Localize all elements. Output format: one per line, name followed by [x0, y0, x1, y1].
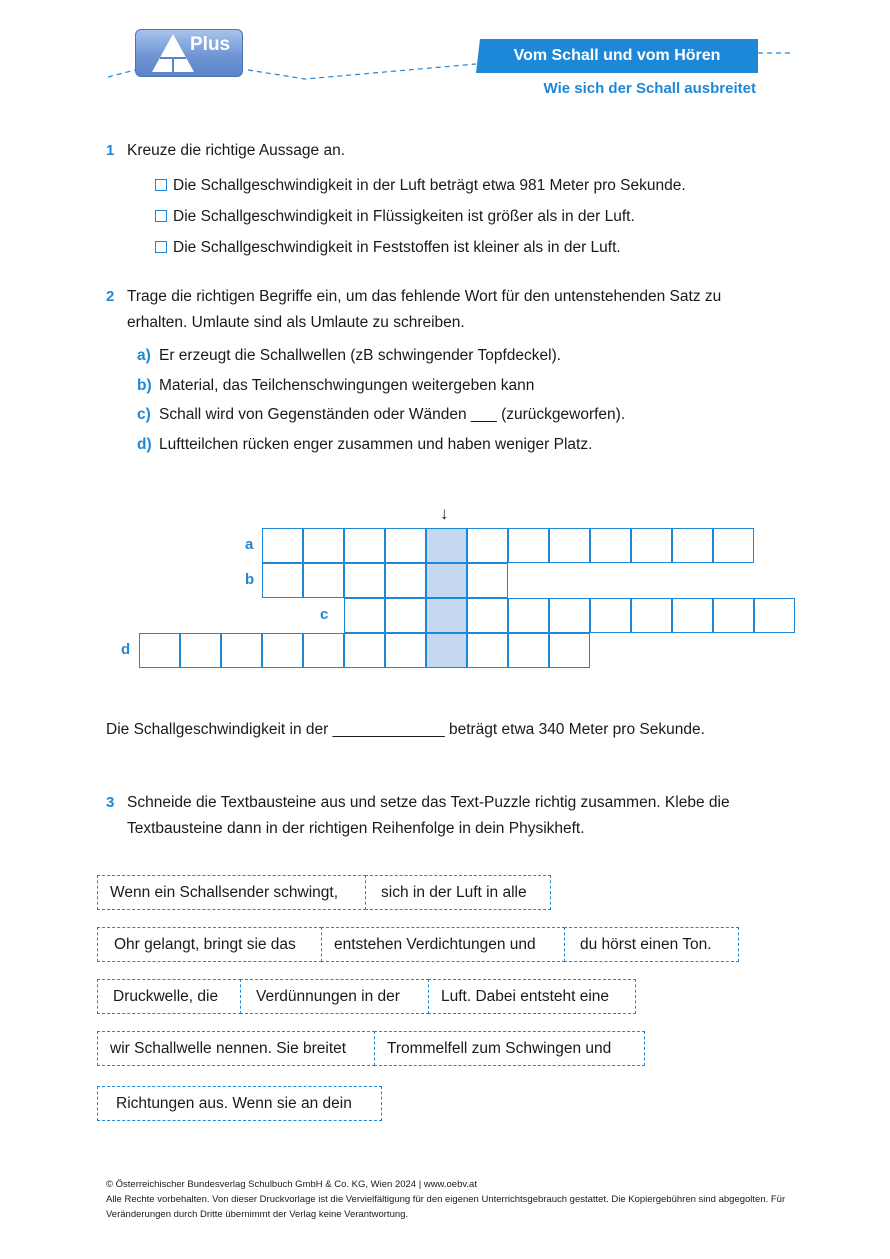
crossword-cell[interactable] [508, 528, 549, 563]
crossword-cell[interactable] [467, 563, 508, 598]
crossword-cell[interactable] [221, 633, 262, 668]
task2-instruction-line2: erhalten. Umlaute sind als Umlaute zu schreiben. [127, 314, 465, 331]
crossword-cell[interactable] [344, 598, 385, 633]
puzzle-snippet[interactable]: Verdünnungen in der [240, 979, 429, 1014]
crossword-cell[interactable] [262, 563, 303, 598]
crossword-cell[interactable] [344, 528, 385, 563]
clue-letter: a) [137, 347, 151, 364]
row-label-a: a [245, 536, 254, 553]
clue-text: Er erzeugt die Schallwellen (zB schwingender Topfdeckel). [159, 347, 562, 364]
fill-in-sentence: Die Schallgeschwindigkeit in der _____________ beträgt etwa 340 Meter pro Sekunde. [106, 721, 705, 738]
clue-letter: d) [137, 436, 152, 453]
clue-letter: c) [137, 406, 151, 423]
crossword-cell[interactable] [590, 528, 631, 563]
crossword-cell[interactable] [262, 633, 303, 668]
crossword-cell[interactable] [713, 598, 754, 633]
footer-disclaimer: Veränderungen durch Dritte übernimmt der Verlag keine Verantwortung. [106, 1209, 409, 1220]
clue-letter: b) [137, 377, 152, 394]
puzzle-snippet[interactable]: Wenn ein Schallsender schwingt, [97, 875, 366, 910]
puzzle-snippet[interactable]: Richtungen aus. Wenn sie an dein [97, 1086, 382, 1121]
crossword-cell[interactable] [385, 598, 426, 633]
option-text: Die Schallgeschwindigkeit in Flüssigkeiten ist größer als in der Luft. [173, 208, 635, 225]
puzzle-snippet[interactable]: du hörst einen Ton. [564, 927, 739, 962]
crossword-cell[interactable] [303, 563, 344, 598]
crossword-cell[interactable] [549, 633, 590, 668]
row-label-c: c [320, 606, 329, 623]
logo-text: Plus [190, 34, 231, 55]
crossword-cell[interactable] [754, 598, 795, 633]
crossword-cell[interactable] [631, 528, 672, 563]
crossword-cell[interactable] [262, 528, 303, 563]
clue-text: Schall wird von Gegenständen oder Wänden ___ (zurückgeworfen). [159, 406, 626, 423]
footer-rights: Alle Rechte vorbehalten. Von dieser Druckvorlage ist die Vervielfältigung für den eigenen Unterrichtsgebrauch gestattet. Die Kopiergebühren sind abgegolten. Für [106, 1194, 786, 1205]
puzzle-snippet[interactable]: wir Schallwelle nennen. Sie breitet [97, 1031, 375, 1066]
crossword-cell[interactable] [672, 598, 713, 633]
checkbox[interactable] [155, 179, 167, 191]
crossword-cell[interactable] [549, 598, 590, 633]
clue-text: Material, das Teilchenschwingungen weitergeben kann [159, 377, 535, 394]
row-label-b: b [245, 571, 255, 588]
crossword-cell[interactable] [385, 633, 426, 668]
footer-copyright: © Österreichischer Bundesverlag Schulbuch GmbH & Co. KG, Wien 2024 | www.oebv.at [106, 1179, 477, 1190]
task1-number: 1 [106, 142, 115, 159]
puzzle-snippet[interactable]: Trommelfell zum Schwingen und [374, 1031, 645, 1066]
task1-option[interactable] [155, 177, 686, 195]
crossword-cell[interactable] [549, 528, 590, 563]
crossword-cell[interactable] [385, 528, 426, 563]
page-title: Vom Schall und vom Hören [513, 47, 721, 64]
crossword-cell[interactable] [180, 633, 221, 668]
task1-option[interactable] [155, 239, 621, 257]
crossword-cell[interactable] [344, 563, 385, 598]
solution-cell[interactable] [426, 563, 467, 598]
task3-number: 3 [106, 794, 115, 811]
task3-instruction-line2: Textbausteine dann in der richtigen Reihenfolge in dein Physikheft. [127, 820, 585, 837]
solution-cell[interactable] [426, 528, 467, 563]
task1-option[interactable] [155, 208, 635, 226]
task2-number: 2 [106, 288, 115, 305]
page-subtitle: Wie sich der Schall ausbreitet [543, 80, 756, 97]
crossword-cell[interactable] [139, 633, 180, 668]
checkbox[interactable] [155, 210, 167, 222]
option-text: Die Schallgeschwindigkeit in der Luft beträgt etwa 981 Meter pro Sekunde. [173, 177, 686, 194]
task1-instruction: Kreuze die richtige Aussage an. [127, 142, 345, 159]
crossword-cell[interactable] [344, 633, 385, 668]
crossword-cell[interactable] [303, 633, 344, 668]
crossword-cell[interactable] [672, 528, 713, 563]
crossword-cell[interactable] [508, 598, 549, 633]
puzzle-snippet[interactable]: Ohr gelangt, bringt sie das [97, 927, 322, 962]
crossword-cell[interactable] [467, 633, 508, 668]
puzzle-snippet[interactable]: sich in der Luft in alle [365, 875, 551, 910]
crossword-cell[interactable] [508, 633, 549, 668]
crossword-cell[interactable] [467, 528, 508, 563]
crossword-cell[interactable] [713, 528, 754, 563]
crossword-cell[interactable] [385, 563, 426, 598]
checkbox[interactable] [155, 241, 167, 253]
option-text: Die Schallgeschwindigkeit in Feststoffen ist kleiner als in der Luft. [173, 239, 621, 256]
task2-instruction-line1: Trage die richtigen Begriffe ein, um das fehlende Wort für den untenstehenden Satz zu [127, 288, 722, 305]
clue-text: Luftteilchen rücken enger zusammen und haben weniger Platz. [159, 436, 593, 453]
row-label-d: d [121, 641, 131, 658]
solution-cell[interactable] [426, 633, 467, 668]
crossword-cell[interactable] [303, 528, 344, 563]
crossword-cell[interactable] [590, 598, 631, 633]
puzzle-snippet[interactable]: entstehen Verdichtungen und [321, 927, 565, 962]
footer [106, 1177, 806, 1222]
crossword-cell[interactable] [631, 598, 672, 633]
puzzle-snippet[interactable]: Druckwelle, die [97, 979, 241, 1014]
solution-arrow-icon: ↓ [440, 504, 449, 523]
puzzle-snippet[interactable]: Luft. Dabei entsteht eine [428, 979, 636, 1014]
solution-cell[interactable] [426, 598, 467, 633]
task3-instruction-line1: Schneide die Textbausteine aus und setze das Text-Puzzle richtig zusammen. Klebe die [127, 794, 730, 811]
crossword-cell[interactable] [467, 598, 508, 633]
